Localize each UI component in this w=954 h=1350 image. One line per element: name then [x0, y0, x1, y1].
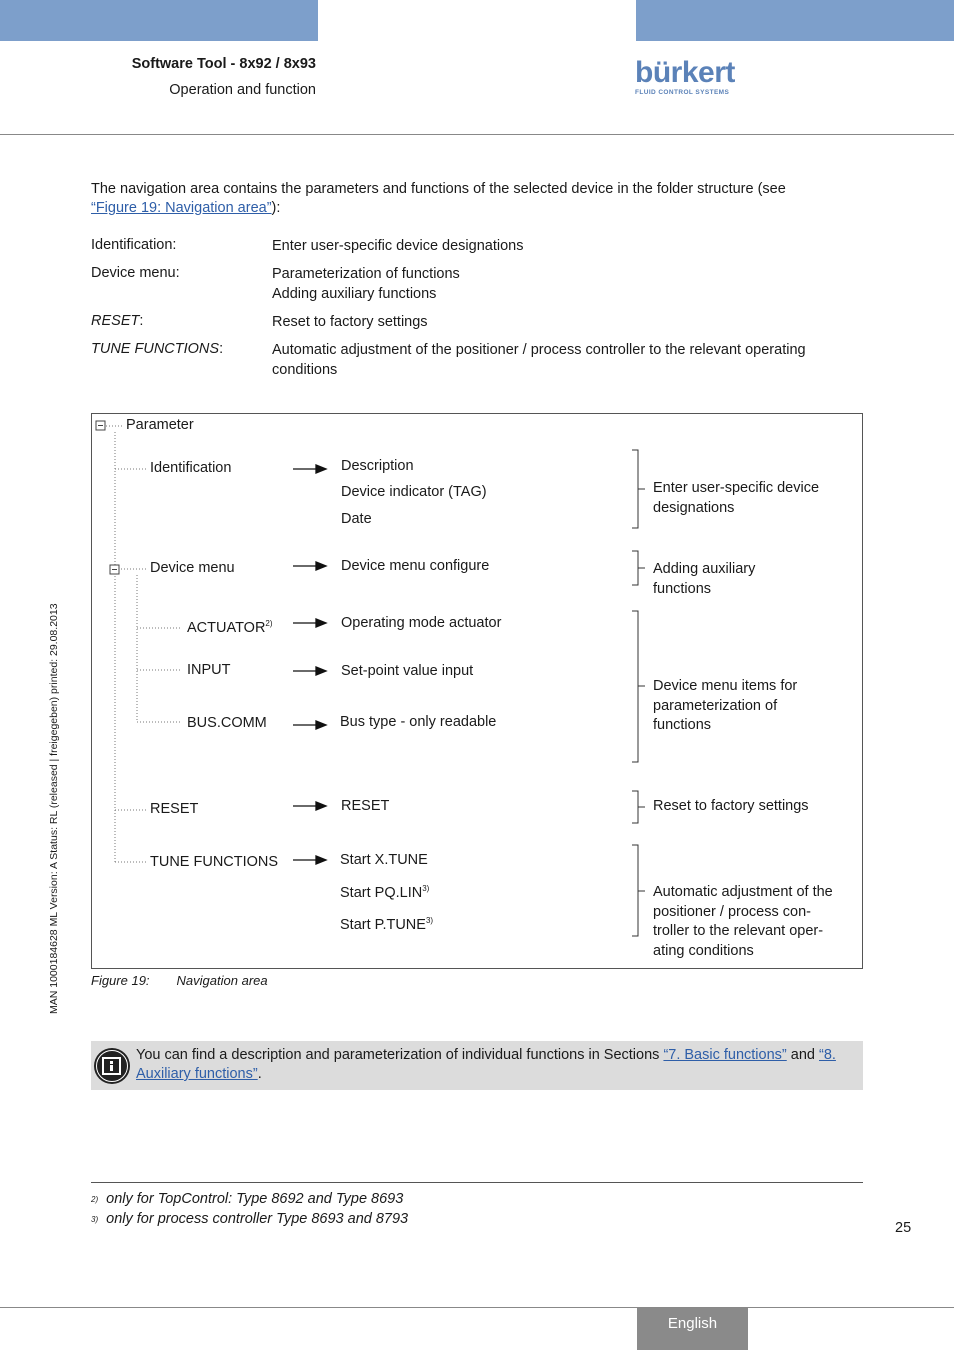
- item-date: Date: [341, 511, 372, 527]
- note-identification: Enter user-specific device designations: [653, 480, 820, 516]
- def-desc-device-menu: Parameterization of functions Adding auxiliary functions: [272, 266, 460, 302]
- tree-actuator: ACTUATOR$^{2)}$: [187, 619, 273, 636]
- note-reset: Reset to factory settings: [653, 798, 809, 814]
- document-subtitle: Operation and function: [169, 82, 316, 98]
- item-start-pqlin: Start PQ.LIN$^{3)}$: [340, 884, 430, 901]
- def-term-reset: RESET:: [91, 313, 144, 329]
- arrows: [293, 465, 326, 864]
- tree-identification: Identification: [150, 460, 232, 476]
- note-device-menu-items: Device menu items for parameterization of functions: [653, 678, 798, 733]
- item-start-ptune: Start P.TUNE$^{3)}$: [340, 916, 434, 933]
- tree-reset: RESET: [150, 801, 199, 817]
- info-icon: [92, 1046, 132, 1086]
- item-reset: RESET: [341, 798, 390, 814]
- tree-device-menu: Device menu: [150, 560, 235, 576]
- burkert-logo: bürkert FLUID CONTROL SYSTEMS: [635, 56, 735, 96]
- footnote-2: 2) only for TopControl: Type 8692 and Type 8693: [91, 1191, 404, 1207]
- note-tune: Automatic adjustment of the positioner / process con- troller to the relevant oper- ating conditions: [653, 884, 833, 959]
- def-term-tune-functions: TUNE FUNCTIONS:: [91, 341, 224, 357]
- item-setpoint: Set-point value input: [341, 663, 474, 679]
- collapse-device-menu-icon: [110, 565, 119, 574]
- figure-19-link[interactable]: “Figure 19: Navigation area”: [91, 200, 272, 216]
- footnote-3: 3) only for process controller Type 8693 and 8793: [91, 1211, 409, 1227]
- intro-paragraph: The navigation area contains the parameters and functions of the selected device in the folder structure (see “Figure 19: Navigation area”):: [91, 181, 786, 216]
- tree-tune-functions: TUNE FUNCTIONS: [150, 854, 279, 870]
- item-device-menu-configure: Device menu configure: [341, 558, 490, 574]
- tree-buscomm: BUS.COMM: [187, 715, 267, 731]
- brackets: [632, 450, 645, 936]
- page-number: 25: [895, 1220, 912, 1236]
- note-adding: Adding auxiliary functions: [653, 561, 756, 597]
- def-desc-reset: Reset to factory settings: [272, 314, 428, 330]
- document-metadata-sidebar: MAN 1000184628 ML Version: A Status: RL (released | freigegeben) printed: 29.08.2013: [48, 603, 60, 1014]
- info-note-text: You can find a description and parameterization of individual functions in Sections “7. Basic functions” and “8. Auxiliary functions”.: [136, 1047, 836, 1082]
- tree-parameter: Parameter: [126, 417, 194, 433]
- collapse-parameter-icon: [96, 421, 105, 430]
- tree-input: INPUT: [187, 662, 231, 678]
- document-title: Software Tool - 8x92 / 8x93: [131, 56, 316, 72]
- item-bus-type: Bus type - only readable: [340, 714, 497, 730]
- item-description: Description: [341, 458, 414, 474]
- figure-caption: Figure 19: Navigation area: [91, 973, 268, 988]
- footnote-divider: [91, 1182, 863, 1183]
- footer-divider: [0, 1307, 954, 1308]
- def-term-identification: Identification:: [91, 237, 177, 253]
- language-tab: English: [637, 1308, 748, 1350]
- item-operating-mode: Operating mode actuator: [341, 615, 502, 631]
- def-desc-tune-functions: Automatic adjustment of the positioner / process controller to the relevant operating conditions: [272, 342, 806, 378]
- item-device-indicator: Device indicator (TAG): [341, 484, 487, 500]
- def-desc-identification: Enter user-specific device designations: [272, 238, 524, 254]
- item-start-xtune: Start X.TUNE: [340, 852, 428, 868]
- def-term-device-menu: Device menu:: [91, 265, 180, 281]
- basic-functions-link[interactable]: “7. Basic functions”: [663, 1047, 787, 1063]
- auxiliary-functions-link[interactable]: “8. Auxiliary functions”: [136, 1047, 836, 1082]
